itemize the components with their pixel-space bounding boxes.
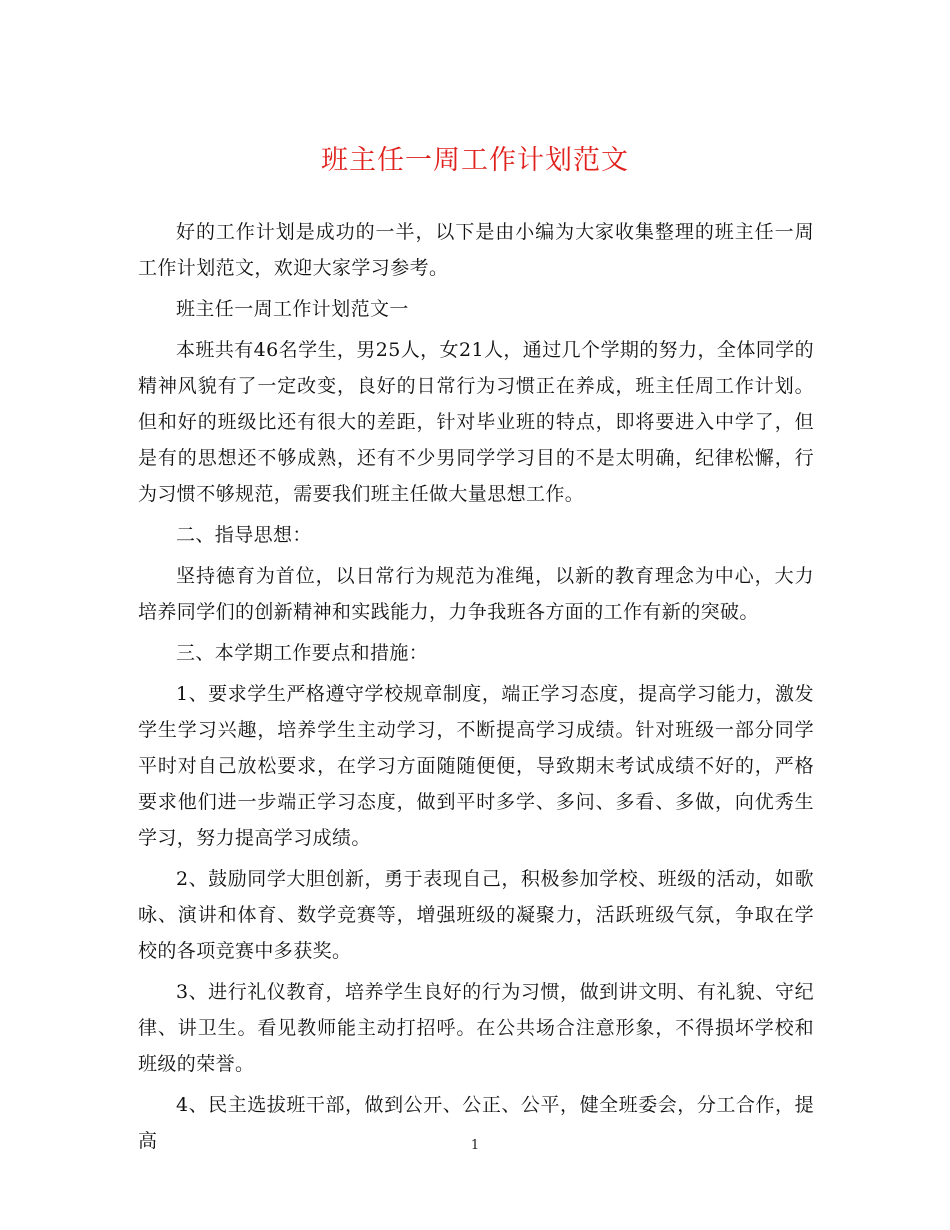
document-title: 班主任一周工作计划范文 xyxy=(321,145,629,176)
section-heading: 三、本学期工作要点和措施： xyxy=(176,642,429,664)
section-heading: 二、指导思想： xyxy=(176,524,312,546)
list-paragraph: 2、鼓励同学大胆创新，勇于表现自己，积极参加学校、班级的活动，如歌咏、演讲和体育、数学竞赛等，增强班级的凝聚力，活跃班级气氛，争取在学校的各项竞赛中多获奖。 xyxy=(138,868,814,962)
list-paragraph: 3、进行礼仪教育，培养学生良好的行为习惯，做到讲文明、有礼貌、守纪律、讲卫生。看见教师能主动打招呼。在公共场合注意形象，不得损坏学校和班级的荣誉。 xyxy=(138,981,814,1075)
section-heading: 班主任一周工作计划范文一 xyxy=(176,298,409,320)
list-paragraph: 4、民主选拔班干部，做到公开、公正、公平，健全班委会，分工合作，提高 xyxy=(138,1094,814,1152)
intro-paragraph: 好的工作计划是成功的一半，以下是由小编为大家收集整理的班主任一周工作计划范文，欢迎大家学习参考。 xyxy=(138,221,814,279)
page-number: 1 xyxy=(470,1138,480,1153)
paragraph: 坚持德育为首位，以日常行为规范为准绳，以新的教育理念为中心，大力培养同学们的创新精神和实践能力，力争我班各方面的工作有新的突破。 xyxy=(138,565,814,623)
paragraph: 本班共有46名学生，男25人，女21人，通过几个学期的努力，全体同学的精神风貌有了一定改变，良好的日常行为习惯正在养成，班主任周工作计划。但和好的班级比还有很大的差距，针对毕业班的特点，即将要进入中学了，但是有的思想还不够成熟，还有不少男同学学习目的不是太明确，纪律松懈，行为习惯不够规范，需要我们班主任做大量思想工作。 xyxy=(138,339,814,505)
document-body xyxy=(138,214,814,1164)
list-paragraph: 1、要求学生严格遵守学校规章制度，端正学习态度，提高学习能力，激发学生学习兴趣，培养学生主动学习，不断提高学习成绩。针对班级一部分同学平时对自己放松要求，在学习方面随随便便，导致期末考试成绩不好的，严格要求他们进一步端正学习态度，做到平时多学、多问、多看、多做，向优秀生学习，努力提高学习成绩。 xyxy=(138,683,814,849)
